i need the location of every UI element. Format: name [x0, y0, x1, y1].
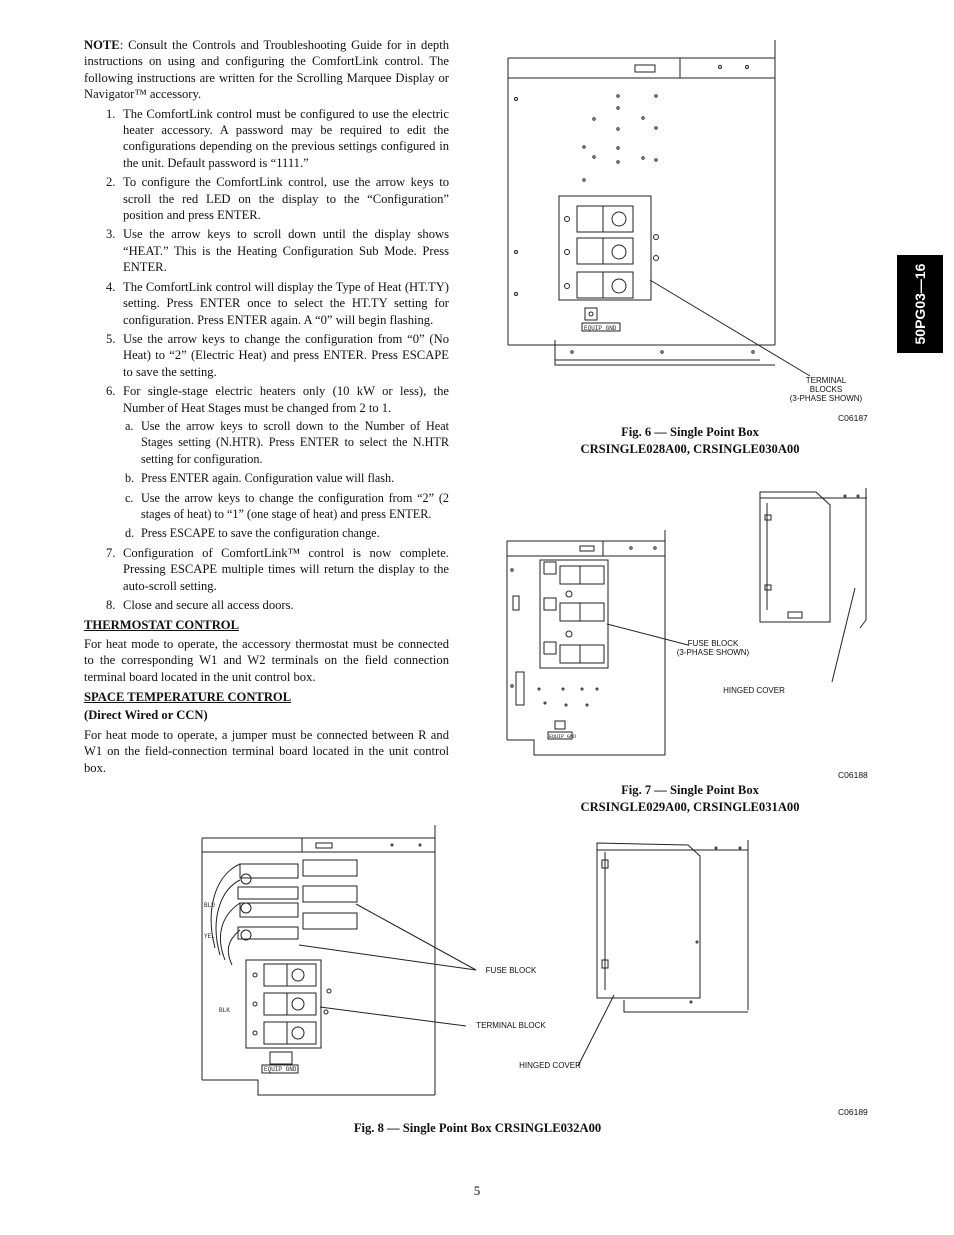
fig7-diagram — [500, 480, 880, 760]
fig8-wire-blk-text: BLK — [219, 1007, 230, 1014]
substep-b: b. Press ENTER again. Configuration value will flash. — [125, 471, 395, 486]
section-tab-label: 50PG03—16 — [912, 263, 928, 345]
fig7-fuse-label: FUSE BLOCK (3-PHASE SHOWN) — [676, 639, 750, 657]
note-text: : Consult the Controls and Troubleshooting Guide for in depth instructions on using and configuring the ComfortLink control. The following instructions are written for the Scrolling Marquee Display or Navigator™ accessory. — [84, 38, 449, 102]
fig8-equip-gnd-text: EQUIP GND — [264, 1066, 297, 1073]
fig8-hinged-label: HINGED COVER — [519, 1061, 581, 1070]
fig7-equip-gnd-text: EQUIP GND — [549, 734, 577, 740]
space-temp-text: For heat mode to operate, a jumper must be connected between R and W1 on the field-connection terminal board located in the unit control box. — [84, 727, 449, 775]
space-temp-subheading: (Direct Wired or CCN) — [84, 708, 208, 723]
step-8: 8. Close and secure all access doors. — [106, 598, 294, 612]
note-paragraph — [84, 37, 449, 103]
note-label: NOTE — [84, 38, 120, 52]
fig8-terminal-label: TERMINAL BLOCK — [476, 1021, 546, 1030]
space-temp-heading: SPACE TEMPERATURE CONTROL — [84, 690, 292, 705]
fig6-caption: Fig. 6 — Single Point Box CRSINGLE028A00, CRSINGLE030A00 — [580, 425, 800, 456]
left-column — [84, 37, 449, 779]
step-7: 7. Configuration of ComfortLink™ control is now complete. Pressing ESCAPE multiple times will return the display to the auto-scroll setting. — [106, 545, 449, 593]
fig6-code: C06187 — [838, 413, 868, 423]
substep-c: c. Use the arrow keys to change the configuration from “2” (2 stages of heat) to “1” (one stage of heat) and press ENTER. — [125, 490, 449, 521]
fig7-code: C06188 — [838, 770, 868, 780]
fig8-diagram — [195, 820, 765, 1100]
step-1: 1. The ComfortLink control must be configured to use the electric heater accessory. A password may be required to edit the configurations depending on the previous settings configured in the unit. Default password is “1111.” — [106, 106, 449, 170]
thermostat-heading: THERMOSTAT CONTROL — [84, 618, 239, 633]
step-2: 2. To configure the ComfortLink control, use the arrow keys to scroll the red LED on the display to the “Configuration” position and press ENTER. — [106, 175, 449, 223]
step-5: 5. Use the arrow keys to change the configuration from “0” (No Heat) to “2” (Electric Heat) and press ENTER. Press ESCAPE to save the setting. — [106, 331, 449, 379]
fig8-fuse-label: FUSE BLOCK — [485, 966, 537, 975]
fig8-caption: Fig. 8 — Single Point Box CRSINGLE032A00 — [353, 1121, 602, 1135]
step-4: 4. The ComfortLink control will display the Type of Heat (HT.TY) setting. Press ENTER once to select the HT.TY setting for configuration. Press ENTER again. A “0” will begin flashing. — [106, 279, 449, 327]
step-6-substeps — [123, 418, 449, 542]
fig6-terminal-label: TERMINAL BLOCKS (3-PHASE SHOWN) — [789, 376, 863, 403]
fig7-hinged-label: HINGED COVER — [723, 686, 785, 695]
substep-d: d. Press ESCAPE to save the configuration change. — [125, 526, 380, 541]
thermostat-text: For heat mode to operate, the accessory thermostat must be connected to the corresponding W1 and W2 terminals on the field connection terminal board located in the unit control box. — [84, 636, 449, 684]
fig7-caption: Fig. 7 — Single Point Box CRSINGLE029A00, CRSINGLE031A00 — [580, 783, 800, 814]
section-tab — [897, 255, 943, 353]
substep-a: a. Use the arrow keys to scroll down to the Number of Heat Stages setting (N.HTR). Press ENTER to select the N.HTR setting for configuration. — [125, 418, 449, 466]
step-3: 3. Use the arrow keys to scroll down until the display shows “HEAT.” This is the Heating Configuration Sub Mode. Press ENTER. — [106, 227, 449, 275]
fig8-wire-yel-text: YEL — [204, 933, 215, 940]
page-number: 5 — [473, 1183, 481, 1198]
fig8-wire-blu-text: BLU — [204, 902, 215, 909]
config-steps — [84, 106, 449, 614]
fig6-equip-gnd-text: EQUIP GND — [584, 325, 617, 332]
step-6: 6. For single-stage electric heaters only (10 kW or less), the Number of Heat Stages must be changed from 2 to 1. a. Use the arrow keys to scroll down to the Number of Heat Stages setting (N.HTR). Press ENTER to select the N.HTR setting for configuration. b. Press ENTER again. Configuration value will flash. c. Use the arrow keys to change the configuration from “2” (2 stages of heat) to “1” (one stage of heat) and press ENTER. d. Press ESCAPE to save the configuration change. — [106, 384, 449, 541]
fig6-diagram — [500, 40, 880, 380]
fig8-code: C06189 — [838, 1107, 868, 1117]
